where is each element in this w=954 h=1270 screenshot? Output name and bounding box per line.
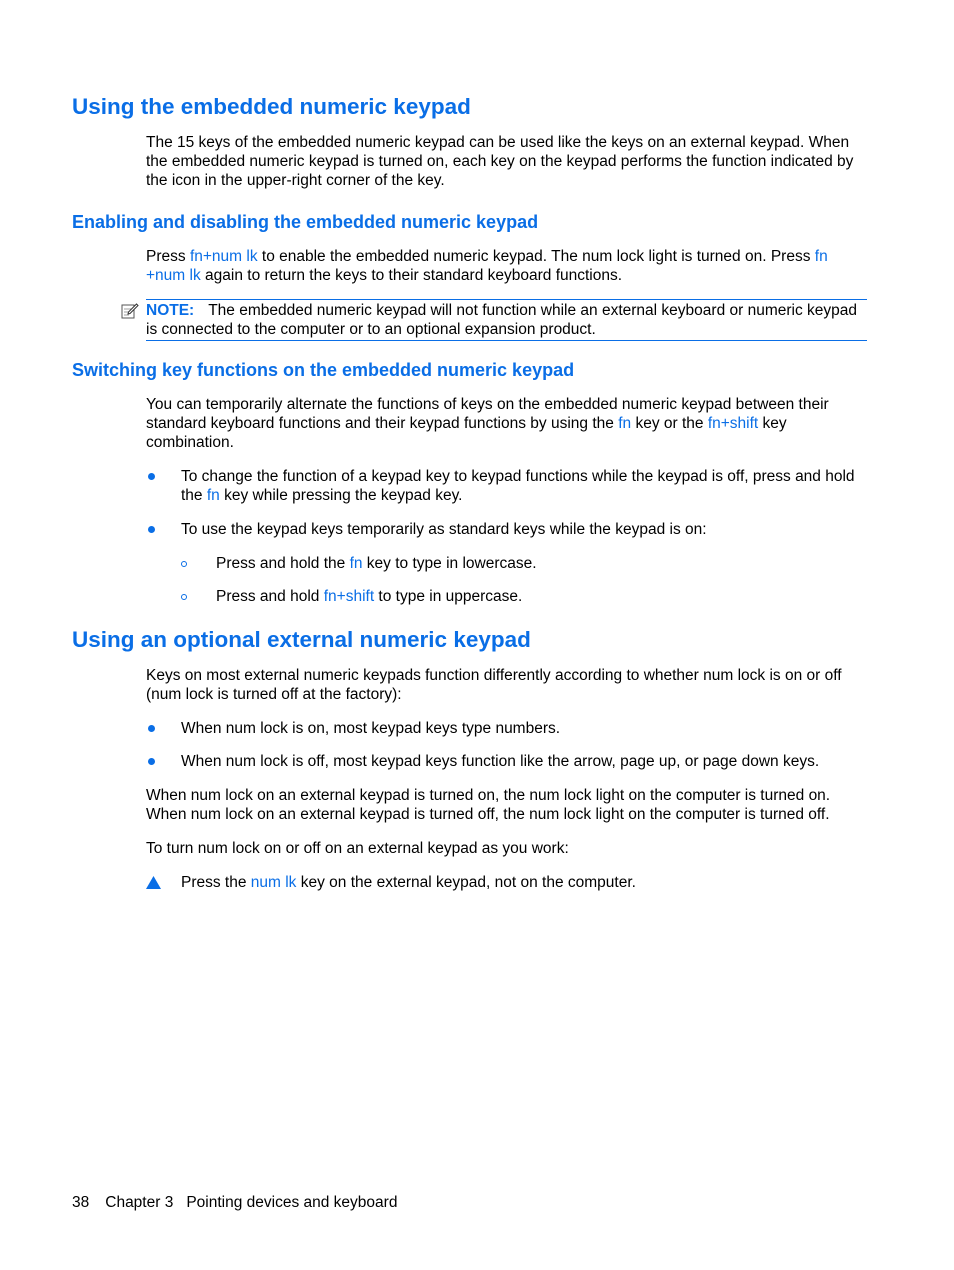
bullet-dot-icon <box>148 473 155 480</box>
chapter-title: Pointing devices and keyboard <box>186 1194 398 1211</box>
text-run: to enable the embedded numeric keypad. The num lock light is turned on. Press <box>257 248 815 265</box>
external-intro-paragraph: Keys on most external numeric keypads function differently according to whether num lock is on or off (num lock is turned off at the factory): <box>146 667 842 703</box>
bullet-text <box>181 467 868 505</box>
triangle-step-icon <box>146 876 161 889</box>
text-run: key to type in lowercase. <box>362 555 537 572</box>
note-pencil-icon <box>121 303 139 319</box>
text-run: to type in uppercase. <box>374 588 523 605</box>
bullet-text: When num lock is off, most keypad keys function like the arrow, page up, or page down keys. <box>181 753 820 770</box>
sub-bullet-text <box>216 554 868 573</box>
text-run: again to return the keys to their standard keyboard functions. <box>200 267 623 284</box>
text-run: Press and hold the <box>216 555 350 572</box>
num-lock-paragraph: When num lock on an external keypad is turned on, the num lock light on the computer is turned on. When num lock on an external keypad is turned off, the num lock light on the computer is turned off. <box>146 787 831 823</box>
text-run: You can temporarily alternate the functions of keys on the embedded numeric keypad between their standard keyboard functions and their keypad functions by using the <box>146 396 829 432</box>
text-run: key combination. <box>146 415 787 451</box>
text-run: Press the <box>181 874 251 891</box>
instruction-paragraph: To turn num lock on or off on an external keypad as you work: <box>146 840 569 857</box>
note-label: NOTE: <box>146 302 195 319</box>
bullet-text: When num lock is on, most keypad keys type numbers. <box>181 720 561 737</box>
chapter-label: Chapter 3 <box>105 1194 174 1211</box>
key-fn: fn <box>618 415 632 432</box>
bullet-dot-icon <box>148 526 155 533</box>
subsection-heading-switching: Switching key functions on the embedded numeric keypad <box>72 360 575 380</box>
key-fn: fn <box>206 487 220 504</box>
text-run: Press <box>146 248 190 265</box>
text-run: key while pressing the keypad key. <box>219 487 463 504</box>
switching-paragraph <box>146 395 868 452</box>
circle-outline-icon <box>181 561 187 567</box>
key-fn-num-lk: fn+num lk <box>189 248 258 265</box>
key-fn-shift: fn+shift <box>707 415 759 432</box>
section-heading-embedded-keypad: Using the embedded numeric keypad <box>72 94 471 119</box>
note-box <box>146 299 867 341</box>
key-fn-num-lk-second: fn +num lk <box>146 248 828 284</box>
circle-outline-icon <box>181 594 187 600</box>
bullet-text: To use the keypad keys temporarily as standard keys while the keypad is on: <box>181 521 707 538</box>
enabling-paragraph <box>146 247 868 285</box>
key-fn: fn <box>349 555 363 572</box>
sub-bullet-text <box>216 587 868 606</box>
bullet-dot-icon <box>148 758 155 765</box>
note-body: The embedded numeric keypad will not function while an external keyboard or numeric keypad is connected to the computer or to an optional expansion product. <box>146 302 857 338</box>
note-text <box>146 301 867 339</box>
bullet-dot-icon <box>148 725 155 732</box>
text-run: key on the external keypad, not on the computer. <box>296 874 636 891</box>
text-run: To change the function of a keypad key to keypad functions while the keypad is off, press and hold the <box>181 468 855 504</box>
page-footer <box>72 1193 413 1212</box>
section-intro-paragraph: The 15 keys of the embedded numeric keypad can be used like the keys on an external keypad. When the embedded numeric keypad is turned on, each key on the keypad performs the function indicated by the icon in the upper-right corner of the key. <box>146 134 854 189</box>
section-heading-external-keypad: Using an optional external numeric keypad <box>72 627 531 652</box>
text-run: Press and hold <box>216 588 324 605</box>
text-run: key or the <box>631 415 708 432</box>
key-fn-shift: fn+shift <box>323 588 375 605</box>
page-number: 38 <box>72 1194 90 1211</box>
step-text <box>181 873 868 892</box>
key-num-lk: num lk <box>250 874 297 891</box>
subsection-heading-enabling: Enabling and disabling the embedded numeric keypad <box>72 212 539 232</box>
